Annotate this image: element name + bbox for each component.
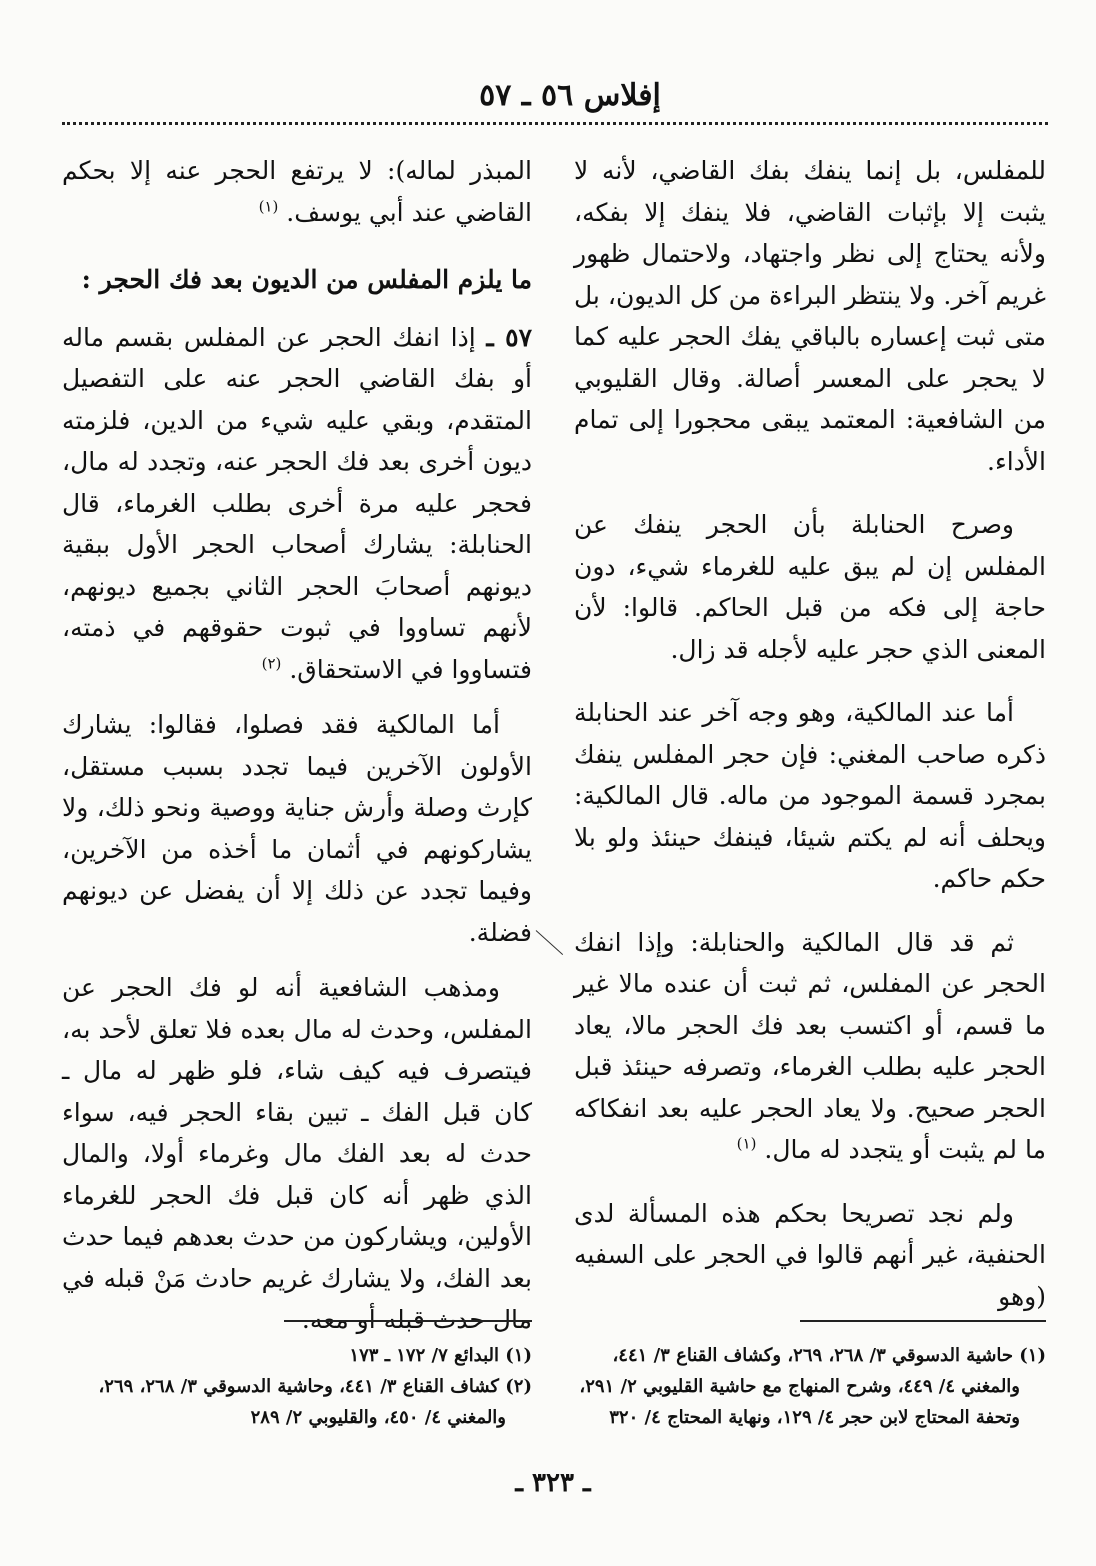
footnote-ref: (٢) bbox=[261, 654, 282, 673]
paragraph-text: ولم نجد تصريحا بحكم هذه المسألة لدى الحنفية، غير أنهم قالوا في الحجر على السفيه (وهو bbox=[574, 1198, 1046, 1311]
footnote-divider bbox=[800, 1320, 1046, 1322]
footnote-line: (١) حاشية الدسوقي ٣/ ٢٦٨، ٢٦٩، وكشاف القناع ٣/ ٤٤١، bbox=[612, 1345, 1046, 1366]
footnote-ref: (١) bbox=[736, 1134, 757, 1153]
paragraph-text: وصرح الحنابلة بأن الحجر ينفك عن المفلس إن لم يبق عليه للغرماء شيء، دون حاجة إلى فكه من قبل الحاكم. قالوا: لأن المعنى الذي حجر عليه لأجله قد زال. bbox=[574, 510, 1046, 664]
paragraph-text: إذا انفك الحجر عن المفلس بقسم ماله أو بفك القاضي الحجر عنه على التفصيل المتقدم، وبقي عليه شيء من الدين، فلزمته ديون أخرى بعد فك الحجر عنه، وتجدد له مال، فحجر عليه مرة أخرى بطلب الغرماء، قال الحنابلة: يشارك أصحاب الحجر الأول ببقية ديونهم أصحابَ الحجر الثاني بجميع ديونهم، لأنهم تساووا في ثبوت حقوقهم في ذمته، فتساووا في الاستحقاق. bbox=[62, 322, 532, 684]
footnotes-right bbox=[574, 1340, 1046, 1433]
left-column bbox=[62, 150, 532, 1341]
paragraph-text: ومذهب الشافعية أنه لو فك الحجر عن المفلس، وحدث له مال بعده فلا تعلق لأحد به، فيتصرف فيه كيف شاء، فلو ظهر له مال ـ كان قبل الفك ـ تبين بقاء الحجر فيه، سواء حدث له بعد الفك مال وغرماء أولا، والمال الذي ظهر أنه كان قبل فك الحجر للغرماء الأولين، ويشاركون من حدث بعدهم فيما حدث بعد الفك، ولا يشارك غريم حادث مَنْ قبله في مال حدث قبله أو معه. bbox=[62, 973, 532, 1334]
footnote-line: والمغني ٤/ ٤٥٠، والقليوبي ٢/ ٢٨٩ bbox=[250, 1407, 506, 1428]
footnote-ref: (١) bbox=[258, 197, 279, 216]
footnote-line: وتحفة المحتاج لابن حجر ٤/ ١٢٩، ونهاية المحتاج ٤/ ٣٢٠ bbox=[609, 1407, 1020, 1428]
paragraph bbox=[62, 704, 532, 953]
margin-marker-line bbox=[536, 930, 563, 955]
paragraph-text: أما المالكية فقد فصلوا، فقالوا: يشارك الأولون الآخرين فيما تجدد بسبب مستقل، كإرث وصلة وأرش جناية ووصية ونحو ذلك، ولا يشاركونهم في أثمان ما أخذه من الآخرين، وفيما تجدد عن ذلك إلا أن يفضل عن ديونهم فضلة. bbox=[62, 710, 532, 947]
paragraph-text: ثم قد قال المالكية والحنابلة: وإذا انفك الحجر عن المفلس، ثم ثبت أن عنده مالا غير ما قسم، أو اكتسب بعد فك الحجر مالا، يعاد الحجر عليه بطلب الغرماء، وتصرفه حينئذ قبل الحجر صحيح. ولا يعاد الحجر عليه بعد انفكاكه ما لم يثبت أو يتجدد له مال. bbox=[574, 927, 1046, 1164]
section-heading: ما يلزم المفلس من الديون بعد فك الحجر : bbox=[81, 265, 532, 294]
paragraph bbox=[62, 150, 532, 233]
paragraph bbox=[574, 504, 1046, 670]
paragraph-number: ٥٧ ـ bbox=[486, 322, 532, 352]
footnote-divider bbox=[284, 1320, 532, 1322]
paragraph-text: أما عند المالكية، وهو وجه آخر عند الحنابلة ذكره صاحب المغني: فإن حجر المفلس ينفك بمجرد قسمة الموجود من ماله. قال المالكية: ويحلف أنه لم يكتم شيئا، فينفك حينئذ ولو بلا حكم حاكم. bbox=[574, 698, 1046, 893]
paragraph bbox=[574, 1193, 1046, 1318]
paragraph-text: المبذر لماله): لا يرتفع الحجر عنه إلا بحكم القاضي عند أبي يوسف. bbox=[62, 156, 532, 227]
footnote-line: والمغني ٤/ ٤٤٩، وشرح المنهاج مع حاشية القليوبي ٢/ ٢٩١، bbox=[579, 1376, 1020, 1397]
paragraph bbox=[62, 967, 532, 1341]
paragraph bbox=[574, 922, 1046, 1171]
paragraph-text: للمفلس، بل إنما ينفك بفك القاضي، لأنه لا يثبت إلا بإثبات القاضي، فلا ينفك إلا بفكه، ولأنه يحتاج إلى نظر واجتهاد، ولاحتمال ظهور غريم آخر. ولا ينتظر البراءة من كل الديون، بل متى ثبت إعساره بالباقي يفك الحجر عليه كما لا يحجر على المعسر أصالة. وقال القليوبي من الشافعية: المعتمد يبقى محجورا إلى تمام الأداء. bbox=[574, 156, 1046, 476]
paragraph bbox=[62, 317, 532, 691]
header-divider bbox=[62, 122, 1048, 125]
page-number: ـ ٣٢٣ ـ bbox=[515, 1468, 591, 1498]
paragraph bbox=[574, 692, 1046, 900]
footnote-line: (٢) كشاف القناع ٣/ ٤٤١، وحاشية الدسوقي ٣/ ٢٦٨، ٢٦٩، bbox=[98, 1376, 532, 1397]
paragraph bbox=[574, 150, 1046, 482]
footnotes-left bbox=[62, 1340, 532, 1433]
page-header-title: إفلاس ٥٦ ـ ٥٧ bbox=[479, 78, 661, 113]
right-column bbox=[574, 150, 1046, 1317]
footnote-line: (١) البدائع ٧/ ١٧٢ ـ ١٧٣ bbox=[349, 1345, 532, 1366]
